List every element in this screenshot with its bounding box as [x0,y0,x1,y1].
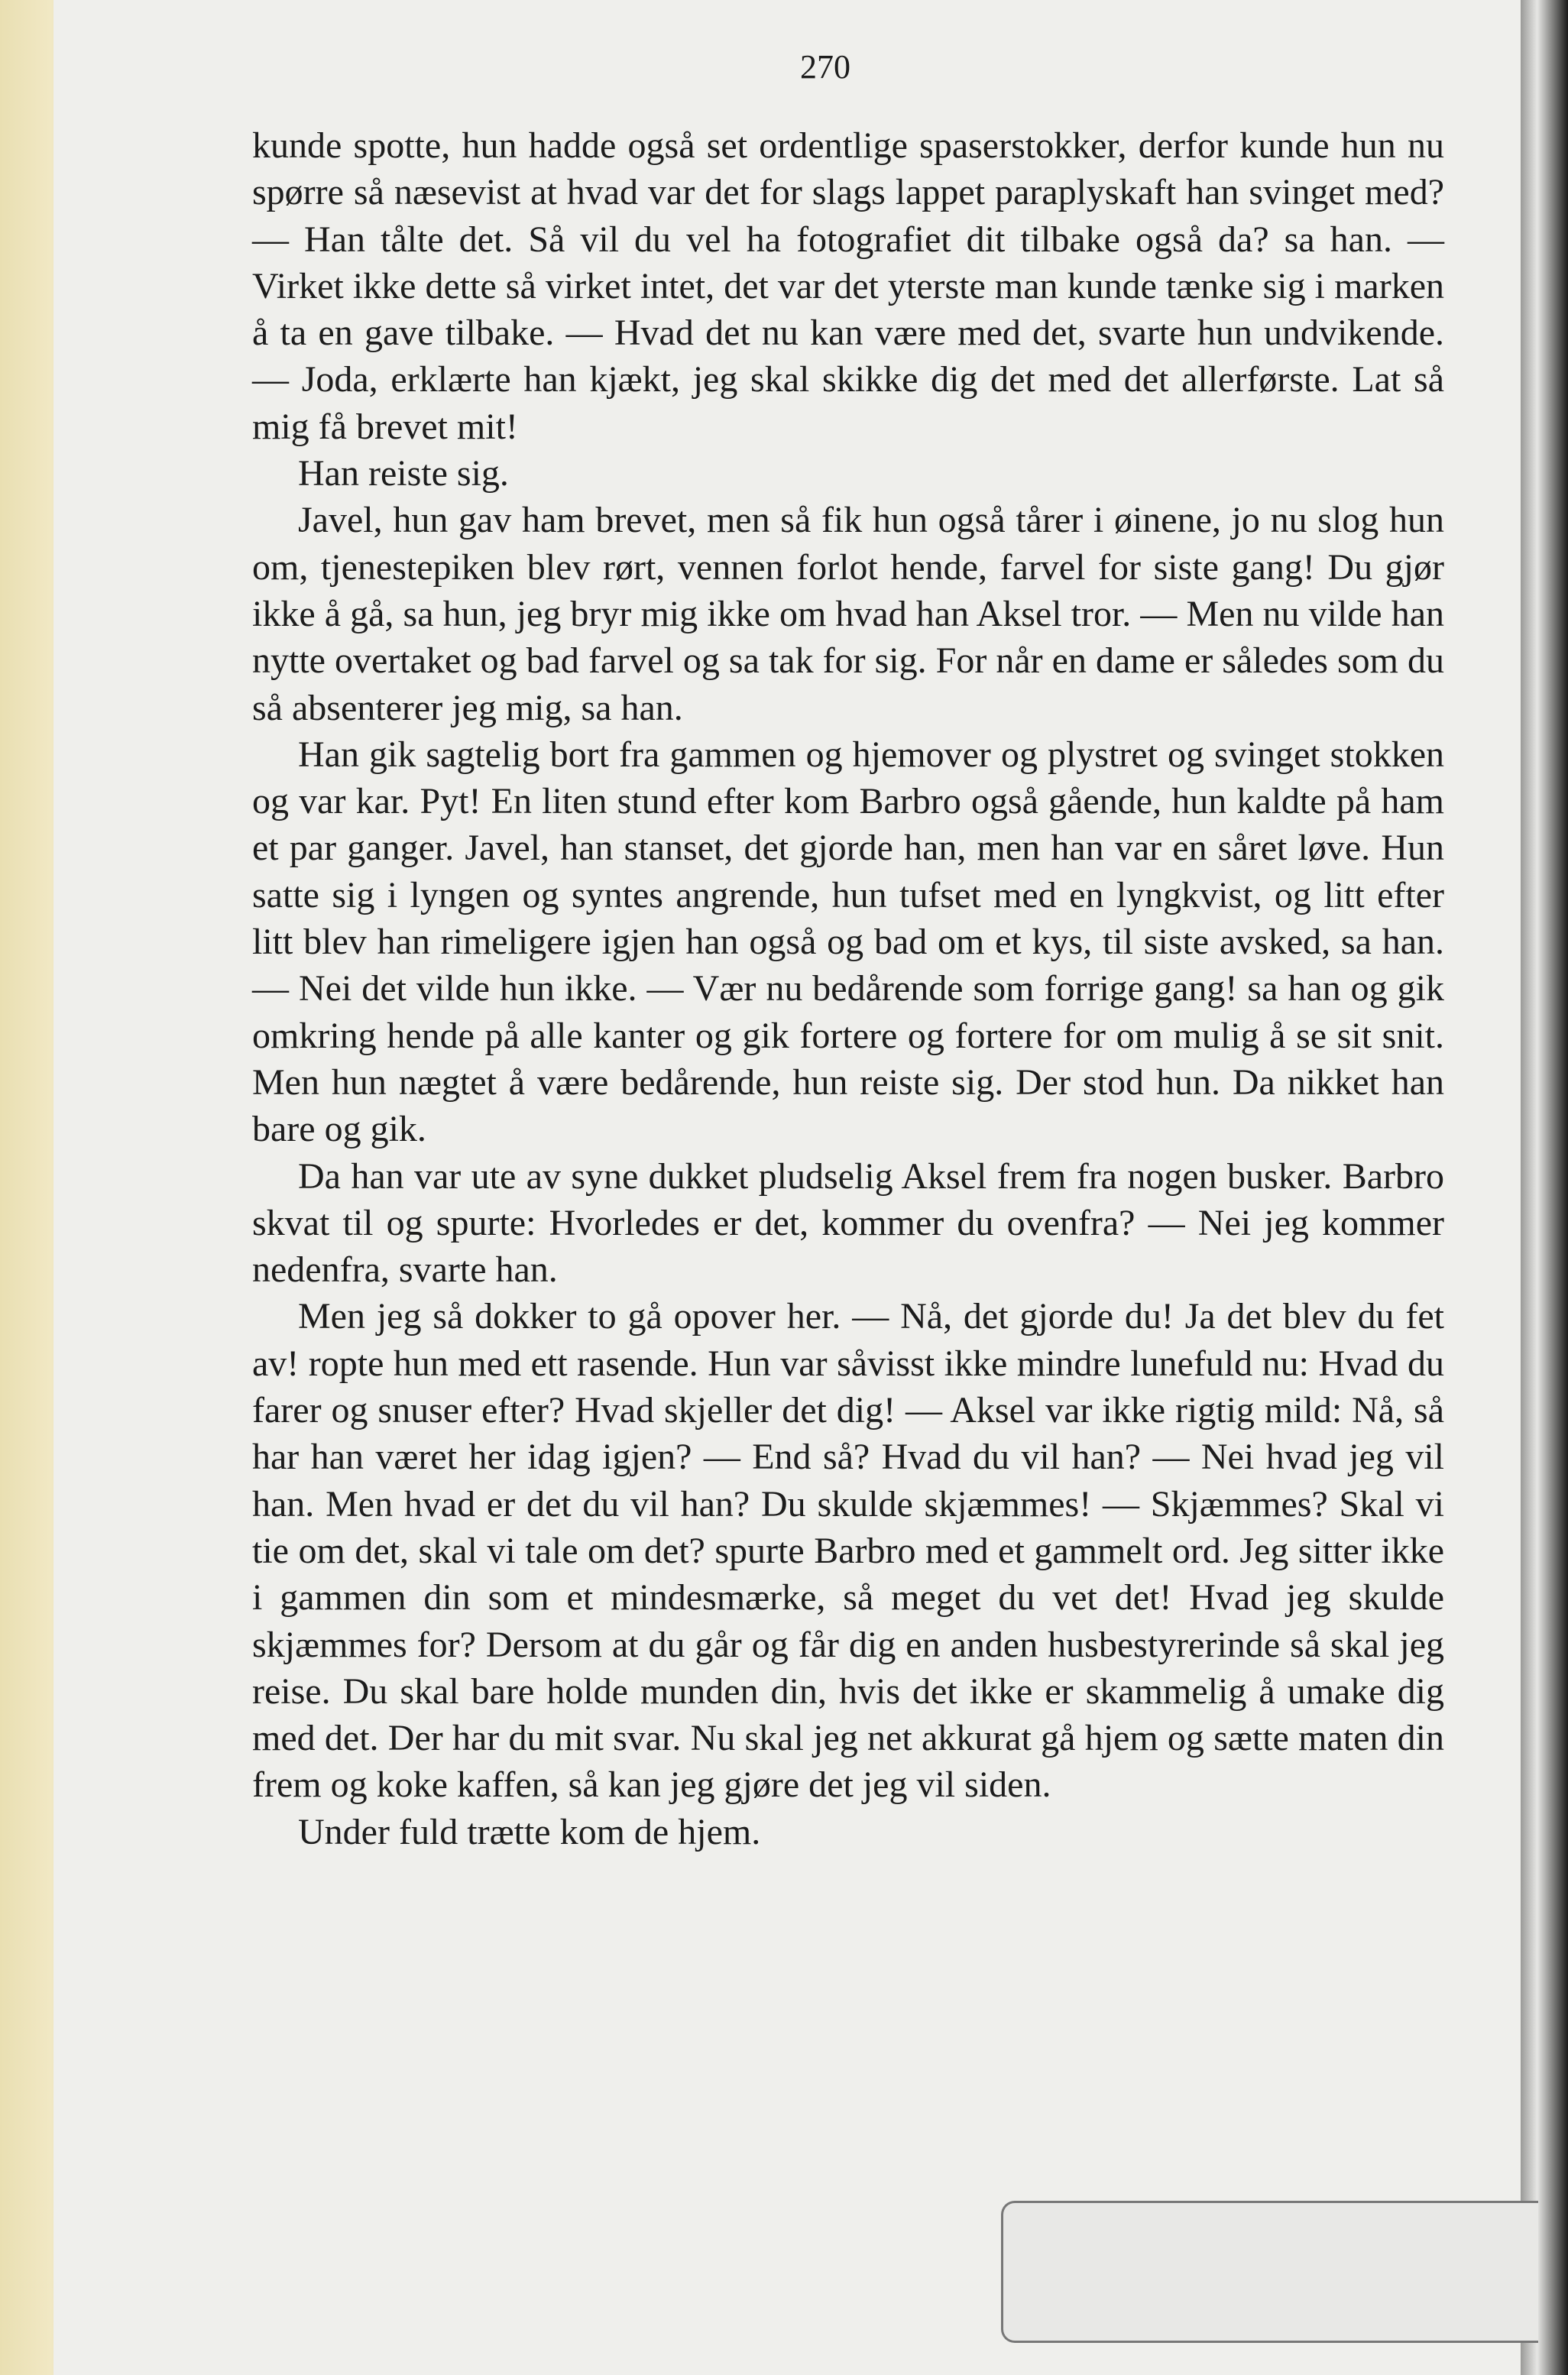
library-stamp-frame [1001,2201,1538,2343]
paragraph-2: Han reiste sig. [298,453,509,494]
body-text [252,122,1444,1855]
book-edge-right [1521,0,1568,2375]
paragraph-1: kunde spotte, hun hadde også set ordentlige spaserstokker, derfor kunde hun nu spørre så næsevist at hvad var det for slags lappet paraplyskaft han svinget med? — Han tålte det. Så vil du vel ha fotografiet dit tilbake også da? sa han. — Virket ikke dette så virket intet, det var det yterste man kunde tænke sig i marken å ta en gave tilbake. — Hvad det nu kan være med det, svarte hun undvikende. — Joda, erklærte han kjækt, jeg skal skikke dig det med det allerførste. Lat så mig få brevet mit! [252,125,1444,447]
paragraph-6: Men jeg så dokker to gå opover her. — Nå, det gjorde du! Ja det blev du fet av! ropte hun med ett rasende. Hun var såvisst ikke mindre lunefuld nu: Hvad du farer og snuser efter? Hvad skjeller det dig! — Aksel var ikke rigtig mild: Nå, så har han været her idag igjen? — End så? Hvad du vil han? — Nei hvad jeg vil han. Men hvad er det du vil han? Du skulde skjæmmes! — Skjæmmes? Skal vi tie om det, skal vi tale om det? spurte Barbro med et gammelt ord. Jeg sitter ikke i gammen din som et mindesmærke, så meget du vet det! Hvad jeg skulde skjæmmes for? Dersom at du går og får dig en anden husbestyrerinde så skal jeg reise. Du skal bare holde munden din, hvis det ikke er skammelig å umake dig med det. Der har du mit svar. Nu skal jeg net akkurat gå hjem og sætte maten din frem og koke kaffen, så kan jeg gjøre det jeg vil siden. [252,1296,1444,1806]
paragraph-7: Under fuld trætte kom de hjem. [298,1811,761,1852]
paragraph-5: Da han var ute av syne dukket pludselig Aksel frem fra nogen busker. Barbro skvat til og spurte: Hvorledes er det, kommer du ovenfra? — Nei jeg kommer nedenfra, svarte han. [252,1155,1444,1291]
page-number: 270 [800,48,850,86]
paragraph-3: Javel, hun gav ham brevet, men så fik hun også tårer i øinene, jo nu slog hun om, tjenestepiken blev rørt, vennen forlot hende, farvel for siste gang! Du gjør ikke å gå, sa hun, jeg bryr mig ikke om hvad han Aksel tror. — Men nu vilde han nytte overtaket og bad farvel og sa tak for sig. For når en dame er således som du så absenterer jeg mig, sa han. [252,500,1444,728]
paragraph-4: Han gik sagtelig bort fra gammen og hjemover og plystret og svinget stokken og var kar. Pyt! En liten stund efter kom Barbro også gående, hun kaldte på ham et par ganger. Javel, han stanset, det gjorde han, men han var en såret løve. Hun satte sig i lyngen og syntes angrende, hun tufset med en lyngkvist, og litt efter litt blev han rimeligere igjen han også og bad om et kys, til siste avsked, sa han. — Nei det vilde hun ikke. — Vær nu bedårende som forrige gang! sa han og gik omkring hende på alle kanter og gik fortere og fortere for om mulig å se sit snit. Men hun nægtet å være bedårende, hun reiste sig. Der stod hun. Da nikket han bare og gik. [252,734,1444,1150]
